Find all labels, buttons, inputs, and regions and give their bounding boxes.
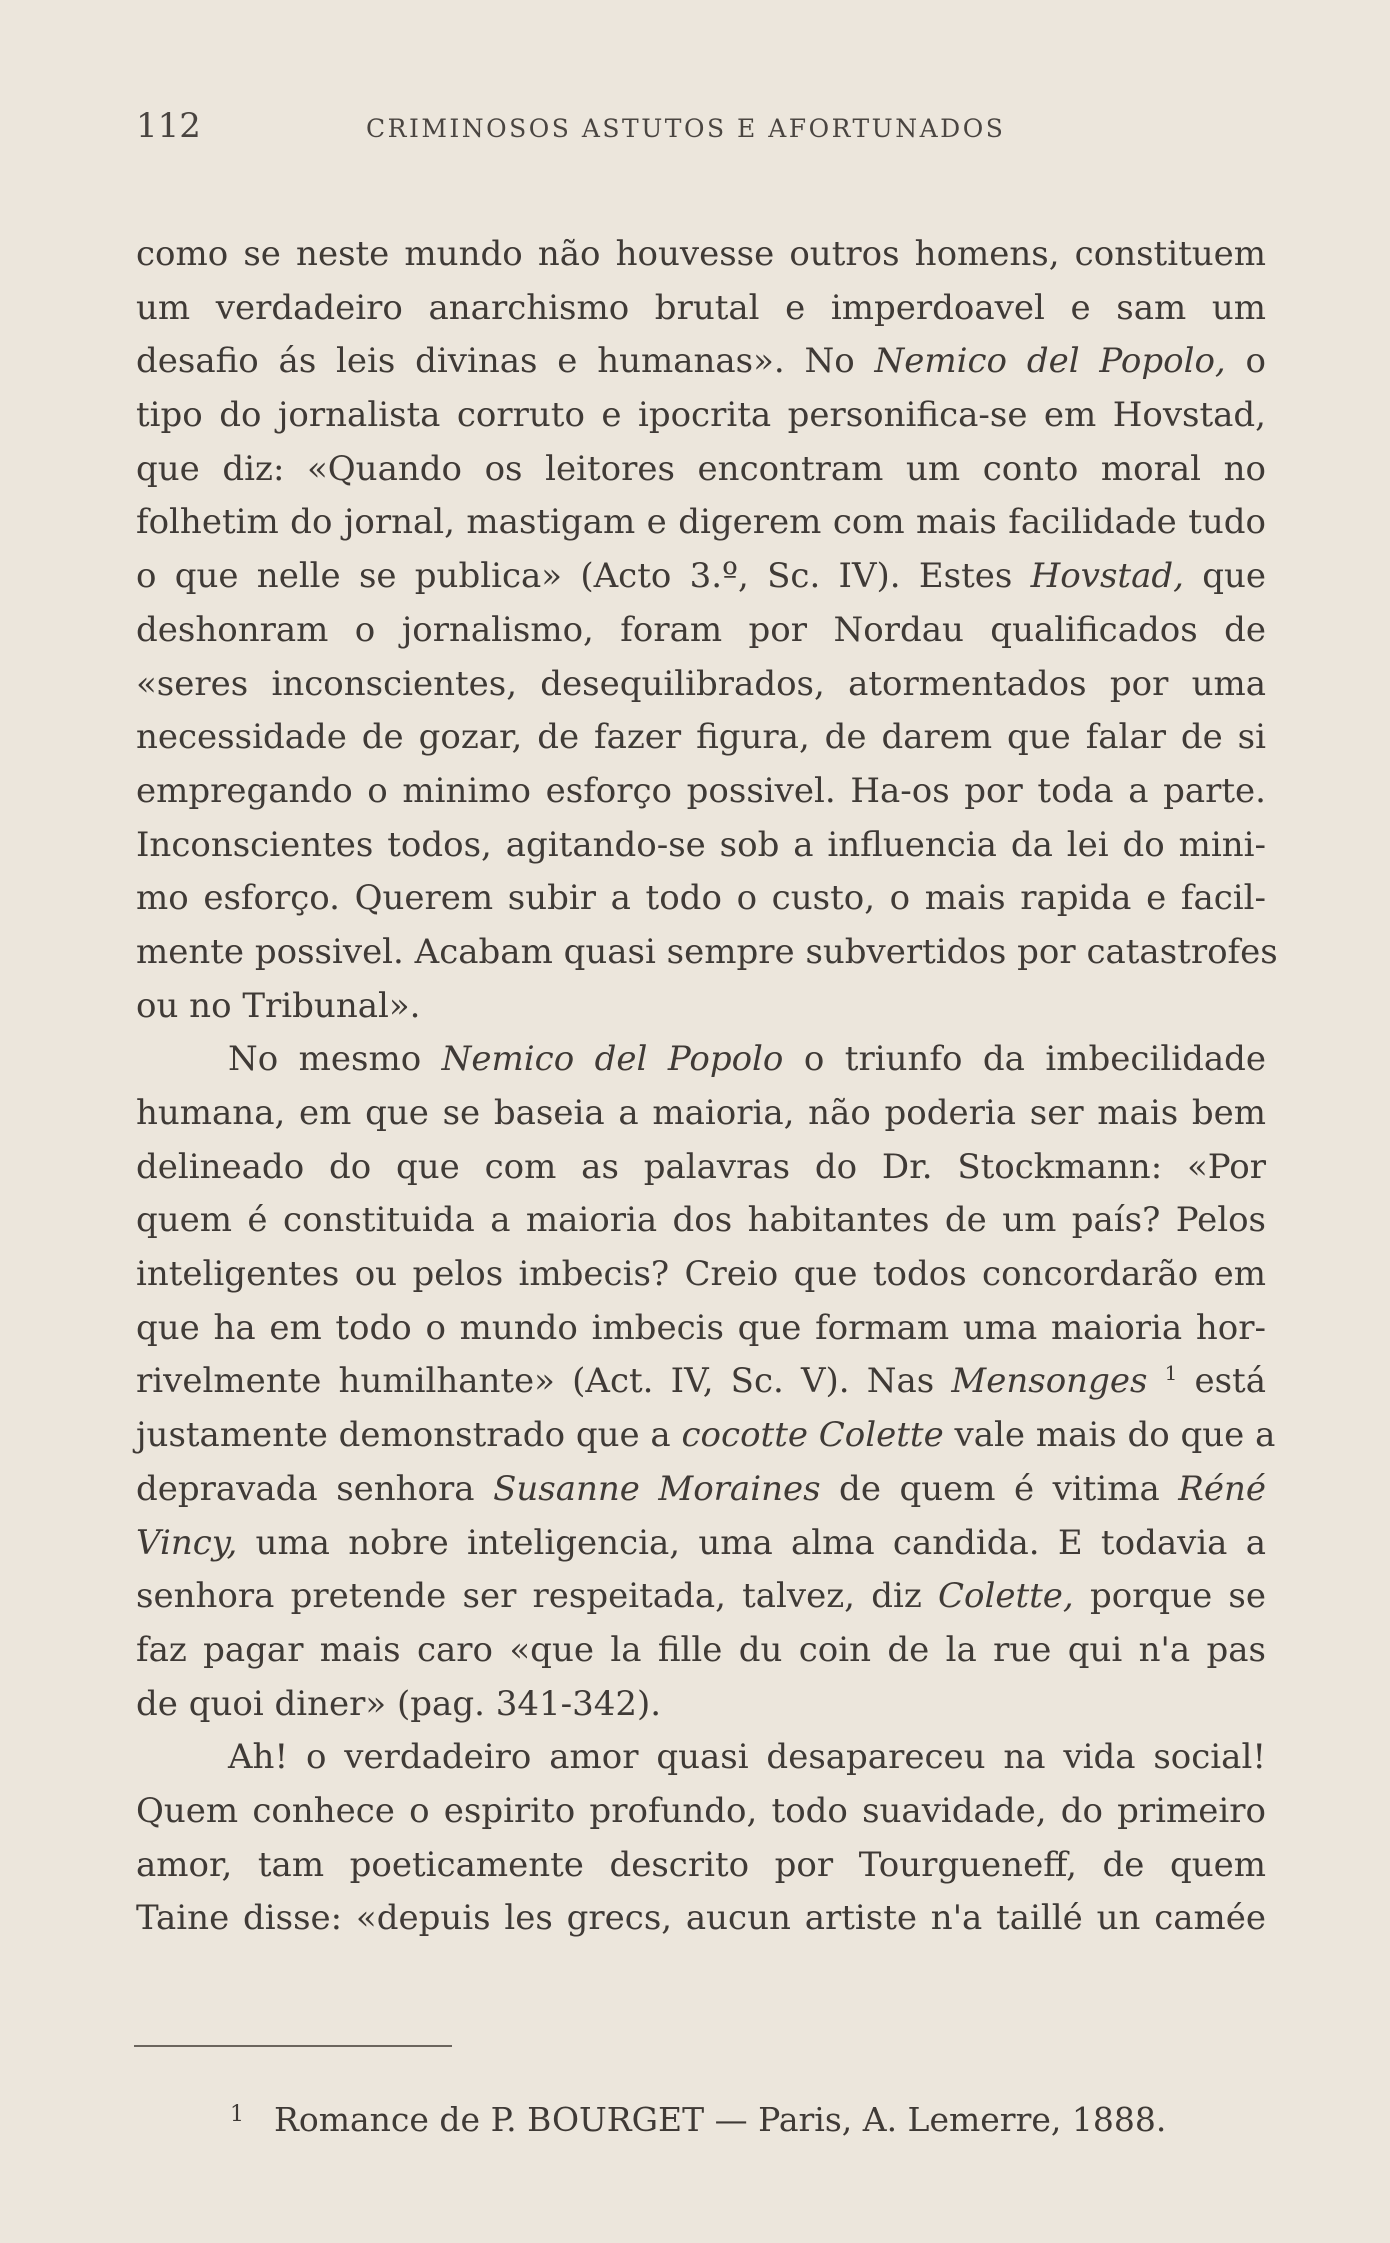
text-line: rivelmente humilhante» (Act. IV, Sc. V). Nas Mensonges $^1$ está	[136, 1361, 1266, 1402]
italic-name: Réné	[1178, 1468, 1266, 1509]
text-line: o que nelle se publica» (Acto 3.º, Sc. IV). Estes Hovstad, que	[136, 556, 1266, 597]
footnote-marker: 1	[230, 2102, 244, 2127]
text-line: mente possivel. Acabam quasi sempre subvertidos por catastrofes	[136, 931, 1278, 972]
footnote-text: Romance de P. BOURGET — Paris, A. Lemerre, 1888.	[274, 2100, 1167, 2139]
text-line: Ah! o verdadeiro amor quasi desapareceu na vida social!	[228, 1737, 1266, 1778]
text-line: Taine disse: «depuis les grecs, aucun artiste n'a taillé un camée	[136, 1898, 1266, 1939]
text-line: que diz: «Quando os leitores encontram um conto moral no	[136, 448, 1266, 489]
text-line: folhetim do jornal, mastigam e digerem com mais facilidade tudo	[136, 502, 1266, 543]
footnote-divider	[134, 2045, 452, 2047]
page-number: 112	[136, 106, 201, 146]
text-line: Inconscientes todos, agitando-se sob a influencia da lei do mini-	[136, 824, 1266, 865]
text-line: Quem conhece o espirito profundo, todo suavidade, do primeiro	[136, 1790, 1266, 1831]
text-line: «seres inconscientes, desequilibrados, atormentados por uma	[136, 663, 1266, 704]
text-line: humana, em que se baseia a maioria, não poderia ser mais bem	[136, 1093, 1266, 1133]
text-line: deshonram o jornalismo, foram por Nordau qualificados de	[136, 609, 1266, 650]
text-line: inteligentes ou pelos imbecis? Creio que todos concordarão em	[136, 1254, 1266, 1295]
text-line: um verdadeiro anarchismo brutal e imperdoavel e sam um	[136, 287, 1266, 328]
text-line: como se neste mundo não houvesse outros homens, constituem	[136, 234, 1266, 274]
text-line: delineado do que com as palavras do Dr. Stockmann: «Por	[136, 1146, 1266, 1187]
italic-name: Colette,	[937, 1576, 1074, 1617]
italic-title: Mensonges	[951, 1361, 1148, 1402]
text-line: que ha em todo o mundo imbecis que formam uma maioria hor-	[136, 1307, 1266, 1348]
text-line: empregando o minimo esforço possivel. Ha-os por toda a parte.	[136, 770, 1266, 811]
text-line: justamente demonstrado que a cocotte Colette vale mais do que a	[136, 1415, 1276, 1456]
text-line: amor, tam poeticamente descrito por Tourgueneff, de quem	[136, 1844, 1266, 1885]
text-line: desafio ás leis divinas e humanas». No Nemico del Popolo, o	[136, 341, 1266, 382]
italic-name: Vincy,	[136, 1522, 238, 1563]
text-line: ou no Tribunal».	[136, 985, 421, 1026]
footnote	[230, 2098, 1260, 2147]
text-line: necessidade de gozar, de fazer figura, de darem que falar de si	[136, 717, 1266, 758]
italic-name: cocotte Colette	[681, 1415, 944, 1456]
italic-title: Nemico del Popolo	[441, 1039, 784, 1080]
italic-title: Nemico del Popolo,	[874, 341, 1226, 382]
italic-name: Hovstad,	[1030, 556, 1184, 597]
text-line: de quoi diner» (pag. 341-342).	[136, 1683, 662, 1724]
body-text	[136, 228, 1278, 1946]
text-line: quem é constituida a maioria dos habitantes de um país? Pelos	[136, 1200, 1266, 1241]
text-line: tipo do jornalista corruto e ipocrita personifica-se em Hovstad,	[136, 395, 1266, 436]
page-header	[136, 104, 1266, 154]
text-line: Vincy, uma nobre inteligencia, uma alma candida. E todavia a	[136, 1522, 1266, 1563]
italic-name: Susanne Moraines	[493, 1468, 821, 1509]
running-title: CRIMINOSOS ASTUTOS E AFORTUNADOS	[366, 114, 1006, 143]
text-line: mo esforço. Querem subir a todo o custo, o mais rapida e facil-	[136, 878, 1266, 919]
footnote-reference: 1	[1164, 1361, 1178, 1386]
text-line: No mesmo Nemico del Popolo o triunfo da imbecilidade	[228, 1039, 1266, 1080]
text-line: senhora pretende ser respeitada, talvez, diz Colette, porque se	[136, 1576, 1266, 1617]
text-line: faz pagar mais caro «que la fille du coin de la rue qui n'a pas	[136, 1629, 1266, 1670]
text-line: depravada senhora Susanne Moraines de quem é vitima Réné	[136, 1468, 1266, 1509]
